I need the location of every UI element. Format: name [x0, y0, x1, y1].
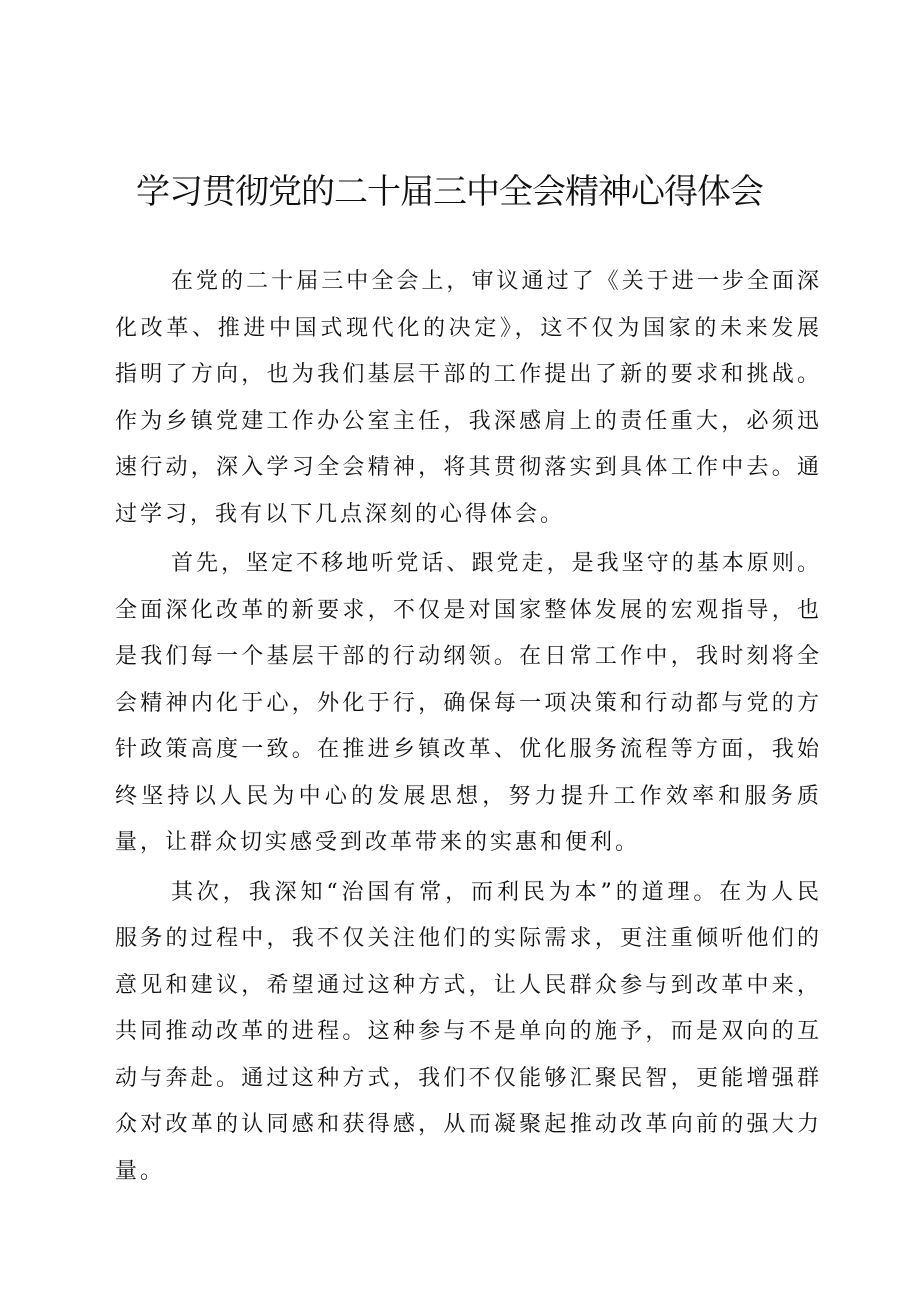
paragraph-second-point: 其次，我深知“治国有常，而利民为本”的道理。在为人民服务的过程中，我不仅关注他们的实际需求，更注重倾听他们的意见和建议，希望通过这种方式，让人民群众参与到改革中来，共同推动改革的进程。这种参与不是单向的施予，而是双向的互动与奔赴。通过这种方式，我们不仅能够汇聚民智，更能增强群众对改革的认同感和获得感，从而凝聚起推动改革向前的强大力量。: [115, 879, 822, 1184]
paragraph-intro: 在党的二十届三中全会上，审议通过了《关于进一步全面深化改革、推进中国式现代化的决定》，这不仅为国家的未来发展指明了方向，也为我们基层干部的工作提出了新的要求和挑战。作为乡镇党建工作办公室主任，我深感肩上的责任重大，必须迅速行动，深入学习全会精神，将其贯彻落实到具体工作中去。通过学习，我有以下几点深刻的心得体会。: [115, 269, 822, 527]
document-body: [115, 259, 822, 1195]
document-title: 学习贯彻党的二十届三中全会精神心得体会: [136, 172, 763, 212]
paragraph-first-point: 首先，坚定不移地听党话、跟党走，是我坚守的基本原则。全面深化改革的新要求，不仅是对国家整体发展的宏观指导，也是我们每一个基层干部的行动纲领。在日常工作中，我时刻将全会精神内化于心，外化于行，确保每一项决策和行动都与党的方针政策高度一致。在推进乡镇改革、优化服务流程等方面，我始终坚持以人民为中心的发展思想，努力提升工作效率和服务质量，让群众切实感受到改革带来的实惠和便利。: [115, 551, 822, 855]
